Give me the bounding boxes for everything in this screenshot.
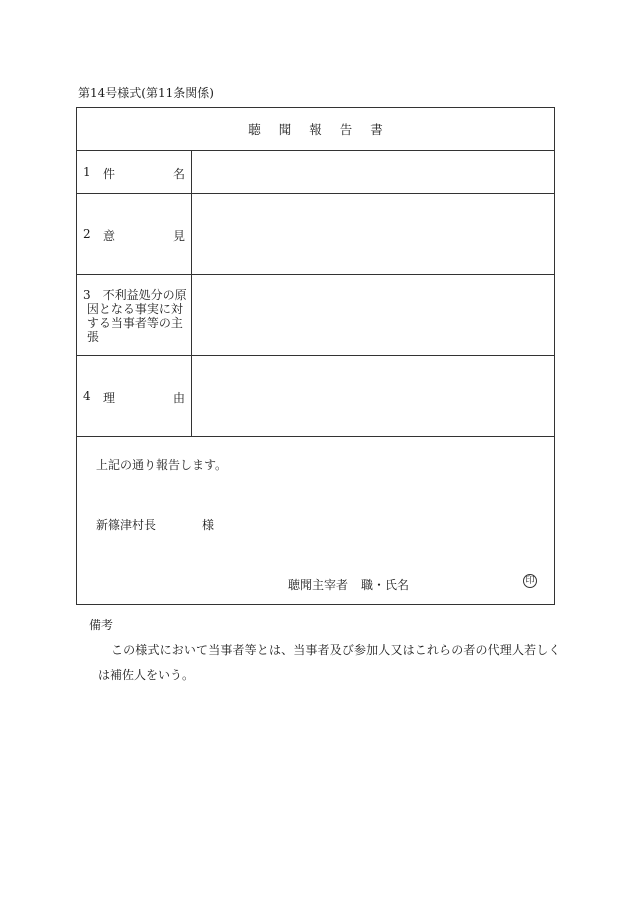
row-opinion xyxy=(77,194,554,275)
form-title: 聴聞報告書 xyxy=(77,108,554,151)
opinion-field[interactable] xyxy=(192,194,554,274)
form-number: 第14号様式(第11条関係) xyxy=(78,86,214,100)
row-case-name xyxy=(77,151,554,194)
remarks-text-line1: この様式において当事者等とは、当事者及び参加人又はこれらの者の代理人若しく xyxy=(111,643,561,657)
reason-field[interactable] xyxy=(192,356,554,436)
party-claims-label: 3 不利益処分の原 因となる事実に対 する当事者等の主 張 xyxy=(83,288,187,344)
row-label-cell xyxy=(77,194,192,274)
row-label-last: 見 xyxy=(172,229,185,243)
hearing-report-form xyxy=(76,107,555,605)
party-claims-field[interactable] xyxy=(192,275,554,355)
report-statement: 上記の通り報告します。 xyxy=(96,458,228,472)
row-label-last: 由 xyxy=(172,391,185,405)
row-label-cell xyxy=(77,275,192,355)
row-number: 2 xyxy=(83,227,91,241)
row-number: 1 xyxy=(83,165,91,179)
row-number: 4 xyxy=(83,389,91,403)
row-label-first: 理 xyxy=(103,391,116,405)
title-name-label: 職・氏名 xyxy=(361,578,410,592)
row-label-first: 件 xyxy=(103,167,116,181)
row-label-cell xyxy=(77,356,192,436)
row-reason xyxy=(77,356,554,437)
row-party-claims xyxy=(77,275,554,356)
remarks-title: 備考 xyxy=(89,618,114,632)
row-label-first: 意 xyxy=(103,229,116,243)
remarks-text-line2: は補佐人をいう。 xyxy=(98,668,195,682)
case-name-field[interactable] xyxy=(192,151,554,193)
row-label-last: 名 xyxy=(172,167,185,181)
row-label-cell xyxy=(77,151,192,193)
honorific: 様 xyxy=(202,518,215,532)
presider-label: 聴聞主宰者 xyxy=(288,578,349,592)
addressee: 新篠津村長 xyxy=(96,518,157,532)
seal-icon: 印 xyxy=(523,574,537,588)
